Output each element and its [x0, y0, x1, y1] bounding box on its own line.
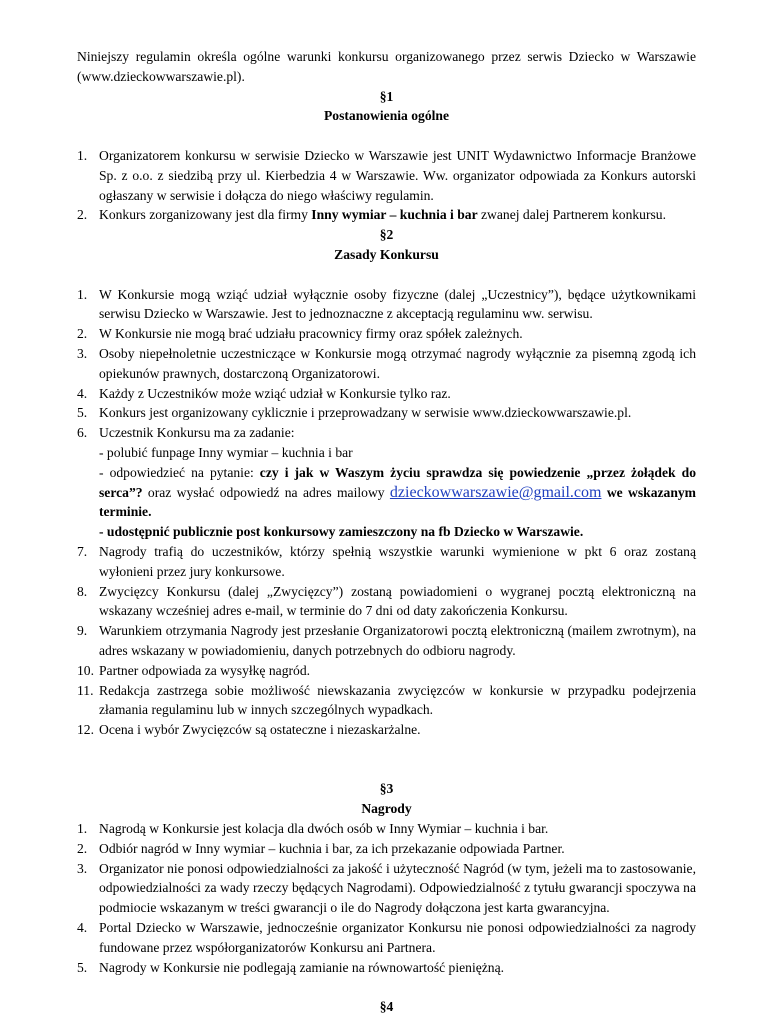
list-number: 4.: [77, 385, 88, 401]
task-line-answer-mid: oraz wysłać odpowiedź na adres mailowy: [142, 484, 390, 500]
list-number: 2.: [77, 326, 88, 342]
section-3-title: Nagrody: [361, 801, 412, 817]
list-number: 11.: [77, 682, 94, 698]
list-item: [77, 720, 696, 740]
list-item: [77, 681, 696, 721]
section-3-list: [77, 819, 696, 977]
list-item-text: Odbiór nagród w Inny wymiar – kuchnia i bar, za ich przekazanie odpowiada Partner.: [99, 840, 565, 856]
list-item-text: W Konkursie mogą wziąć udział wyłącznie osoby fizyczne (dalej „Uczestnicy”), będące użytkownikami serwisu Dziecko w Warszawie. Jest to jednoznaczne z akceptacją regulaminu ww. serwisu.: [99, 286, 696, 322]
list-number: 4.: [77, 920, 88, 936]
spacer: [77, 740, 696, 780]
spacer: [77, 126, 696, 146]
section-2-list: [77, 285, 696, 740]
list-item: [77, 839, 696, 859]
list-item-text: W Konkursie nie mogą brać udziału pracownicy firmy oraz spółek zależnych.: [99, 326, 523, 342]
list-number: 8.: [77, 583, 88, 599]
list-item-text: Osoby niepełnoletnie uczestniczące w Konkursie mogą otrzymać nagrody wyłącznie za pisemną zgodą ich opiekunów prawnych, dostarczoną Organizatorowi.: [99, 345, 696, 381]
list-item-text: Każdy z Uczestników może wziąć udział w Konkursie tylko raz.: [99, 385, 451, 401]
list-number: 10.: [77, 662, 94, 678]
list-item-text: Warunkiem otrzymania Nagrody jest przesłanie Organizatorowi pocztą elektroniczną (mailem zwrotnym), na adres wskazany w powiadomieniu, danych potrzebnych do odbioru nagrody.: [99, 623, 696, 658]
section-1-number: §1: [379, 88, 394, 104]
list-number: 1.: [77, 147, 88, 163]
list-number: 3.: [77, 860, 88, 876]
list-item-text: Konkurs zorganizowany jest dla firmy: [99, 207, 312, 223]
list-item: [77, 324, 696, 344]
task-heading: Uczestnik Konkursu ma za zadanie:: [99, 425, 295, 441]
list-item-text: Nagrodą w Konkursie jest kolacja dla dwóch osób w Inny Wymiar – kuchnia i bar.: [99, 821, 549, 837]
spacer: [77, 265, 696, 285]
task-line-like: - polubić funpage Inny wymiar – kuchnia i bar: [99, 444, 353, 460]
list-number: 1.: [77, 821, 88, 837]
intro-paragraph: Niniejszy regulamin określa ogólne warunki konkursu organizowanego przez serwis Dziecko w Warszawie (www.dzieckowwarszawie.pl).: [77, 49, 696, 84]
list-item: [77, 542, 696, 582]
list-number: 5.: [77, 405, 88, 421]
section-2-number: §2: [379, 227, 394, 243]
list-item-text: zwanej dalej Partnerem konkursu.: [477, 207, 666, 223]
list-number: 9.: [77, 623, 88, 639]
section-1-list: [77, 146, 696, 225]
list-item-text: Ocena i wybór Zwycięzców są ostateczne i niezaskarżalne.: [99, 722, 421, 738]
list-item-text: Organizatorem konkursu w serwisie Dziecko w Warszawie jest UNIT Wydawnictwo Informacje Branżowe Sp. z o.o. z siedzibą przy ul. Kierbedzia 4 w Warszawie. Ww. organizator odpowiada za Konkurs autorski ogłaszany w serwisie i dołącza do niego właściwy regulamin.: [99, 147, 696, 203]
list-item: [77, 146, 696, 205]
partner-name: Inny wymiar – kuchnia i bar: [311, 207, 478, 223]
list-item: [77, 423, 696, 542]
list-number: 1.: [77, 286, 88, 302]
list-item: [77, 958, 696, 978]
list-item: [77, 403, 696, 423]
list-item: [77, 344, 696, 384]
list-item: [77, 661, 696, 681]
list-number: 3.: [77, 345, 88, 361]
section-2-title: Zasady Konkursu: [334, 246, 439, 262]
list-item: [77, 621, 696, 661]
list-number: 6.: [77, 425, 88, 441]
list-number: 2.: [77, 207, 88, 223]
task-line-answer: - odpowiedzieć na pytanie:: [99, 464, 260, 480]
list-item-text: Organizator nie ponosi odpowiedzialności za jakość i użyteczność Nagród (w tym, jeżeli ma to zastosowanie, odpowiedzialności za wady rzeczy będących Nagrodami). Odpowiedzialność z tytułu gwarancji spoczywa na podmiocie wskazanym w treści gwarancji o ile do Nagrody dołączona jest karta gwarancyjna.: [99, 860, 696, 916]
list-number: 12.: [77, 722, 94, 738]
spacer: [77, 977, 696, 997]
list-item-text: Nagrody w Konkursie nie podlegają zamianie na równowartość pieniężną.: [99, 959, 505, 975]
contest-question: czy i jak w Waszym życiu sprawdza się powiedzenie „przez żołądek do serca”?: [99, 464, 696, 500]
list-item: [77, 205, 696, 225]
section-1-title: Postanowienia ogólne: [324, 108, 449, 124]
list-item: [77, 384, 696, 404]
section-4-number: §4: [379, 999, 394, 1015]
section-3-number: §3: [379, 781, 394, 797]
list-item-text: Portal Dziecko w Warszawie, jednocześnie organizator Konkursu nie ponosi odpowiedzialności za nagrody fundowane przez współorganizatorów Konkursu ani Partnera.: [99, 920, 696, 955]
task-line-share: - udostępnić publicznie post konkursowy zamieszczony na fb Dziecko w Warszawie.: [99, 524, 584, 540]
list-item: [77, 582, 696, 622]
list-number: 5.: [77, 959, 88, 975]
list-item-text: Redakcja zastrzega sobie możliwość niewskazania zwycięzców w konkursie w przypadku podejrzenia złamania regulaminu lub w innych szczególnych wypadkach.: [99, 682, 696, 718]
task-line-answer-end: we wskazanym terminie.: [99, 484, 697, 520]
list-number: 2.: [77, 840, 88, 856]
list-item-text: Konkurs jest organizowany cyklicznie i przeprowadzany w serwisie www.dzieckowwarszawie.pl.: [99, 405, 632, 421]
list-item-text: Partner odpowiada za wysyłkę nagród.: [99, 662, 311, 678]
list-item: [77, 285, 696, 325]
list-item: [77, 859, 696, 918]
list-item: [77, 918, 696, 958]
list-item: [77, 819, 696, 839]
email-link[interactable]: dzieckowwarszawie@gmail.com: [389, 483, 602, 501]
list-number: 7.: [77, 543, 88, 559]
list-item-text: Zwycięzcy Konkursu (dalej „Zwycięzcy”) zostaną powiadomieni o wygranej pocztą elektroniczną na wskazany wcześniej adres e-mail, w terminie do 7 dni od daty zakończenia Konkursu.: [99, 583, 696, 619]
list-item-text: Nagrody trafią do uczestników, którzy spełnią wszystkie warunki wymienione w pkt 6 oraz zostaną wyłonieni przez jury konkursowe.: [99, 543, 696, 579]
